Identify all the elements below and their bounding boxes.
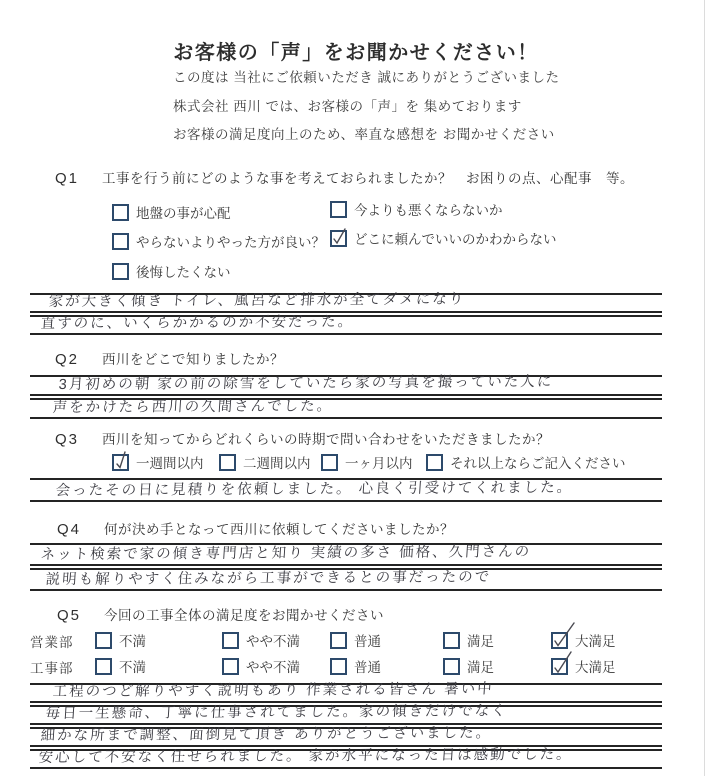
q5-const-option-1-label: 不満 [119, 660, 146, 675]
q2-number: Q2 [55, 351, 80, 368]
intro-text [173, 64, 560, 150]
q5-answer-area [30, 683, 662, 769]
q5-question: 今回の工事全体の満足度をお聞かせください [104, 608, 385, 623]
q5-const-option-3-label: 普通 [354, 660, 381, 675]
q2-header [55, 348, 284, 368]
q2-answer-area [30, 375, 662, 419]
q5-const-option-3-checkbox [330, 658, 347, 675]
q5-sales-option-3 [330, 630, 381, 650]
answer-row [30, 293, 662, 313]
handwritten-answer: ネット検索で家の傾き専門店と知り 実績の多さ 価格、久門さんの [40, 543, 532, 563]
q1-option-1-checkbox [112, 204, 129, 221]
q5-sales-option-1-label: 不満 [119, 634, 146, 649]
handwritten-answer: 声をかけたら西川の久間さんでした。 [52, 398, 334, 416]
handwritten-answer: 毎日一生懸命、丁寧に仕事されてました。家の傾きだけでなく [45, 703, 509, 722]
q4-number: Q4 [57, 521, 82, 538]
q3-option-3-checkbox [321, 454, 338, 471]
q1-option-4 [330, 228, 557, 248]
q5-const-option-4-label: 満足 [467, 660, 494, 675]
handwritten-answer: 安心して不安なく任せられました。 家が水平になった日は感動でした。 [38, 746, 574, 766]
q4-header [57, 518, 454, 538]
answer-row [30, 683, 662, 703]
q1-question: 工事を行う前にどのような事を考えておられましたか？ お困りの点、心配事 等。 [102, 171, 635, 186]
answer-row [30, 727, 662, 747]
q1-option-3 [112, 231, 325, 251]
q5-const-option-2-checkbox [222, 658, 239, 675]
q3-option-4-label: それ以上ならご記入ください [450, 456, 626, 471]
q5-sales-option-2-checkbox [222, 632, 239, 649]
q1-option-3-checkbox [112, 233, 129, 250]
q3-option-3 [321, 452, 413, 472]
q3-option-1-label: 一週間以内 [136, 456, 204, 471]
q5-sales-option-1-checkbox [95, 632, 112, 649]
q5-const-option-5-checkbox [551, 658, 568, 675]
q5-sales-option-2 [222, 630, 300, 650]
handwritten-answer: 直すのに、いくらかかるのか不安だった。 [40, 314, 355, 332]
q5-sales-option-1 [95, 630, 146, 650]
q5-const-option-1 [95, 656, 146, 676]
q5-const-option-5-label: 大満足 [575, 660, 616, 675]
q2-question: 西川をどこで知りましたか？ [102, 352, 285, 367]
q1-option-2-checkbox [330, 201, 347, 218]
q5-sales-option-3-label: 普通 [354, 634, 381, 649]
check-mark-icon [552, 659, 568, 675]
q1-option-1 [112, 202, 231, 222]
dept-label: 工事部 [30, 661, 74, 676]
q5-sales-option-5 [551, 630, 616, 650]
q5-sales-option-4 [443, 630, 494, 650]
q1-option-2 [330, 199, 503, 219]
q4-answer-area [30, 543, 662, 591]
check-mark-icon [113, 455, 129, 471]
q1-option-4-checkbox [330, 230, 347, 247]
q5-const-option-2 [222, 656, 300, 676]
q5-const-option-2-label: やや不満 [246, 660, 300, 675]
handwritten-answer: 家が大きく傾き トイレ、風呂など排水が全てダメになり [48, 291, 466, 310]
handwritten-answer: 細かな所まで調整、面倒見て頂き ありがとうございました。 [40, 725, 493, 744]
scan-edge [704, 0, 705, 776]
handwritten-answer: 3月初めの朝 家の前の除雪をしていたら家の写真を撮っていた人に [58, 373, 554, 393]
q5-sales-option-5-label: 大満足 [575, 634, 616, 649]
intro-line: この度は 当社にご依頼いただき 誠にありがとうございました [173, 70, 560, 85]
q5-const-option-4 [443, 656, 494, 676]
q3-question: 西川を知ってからどれくらいの時期で問い合わせをいただきましたか？ [102, 432, 551, 447]
q1-number: Q1 [55, 170, 80, 187]
q3-option-2-checkbox [219, 454, 236, 471]
answer-row [30, 746, 662, 769]
q1-answer-area [30, 293, 662, 335]
answer-row [30, 398, 662, 419]
answer-row [30, 315, 662, 335]
q5-number: Q5 [57, 607, 82, 624]
answer-row [30, 568, 662, 591]
answer-row [30, 543, 662, 566]
q5-rating-row-sales [30, 629, 680, 649]
answer-row [30, 375, 662, 396]
q5-const-option-3 [330, 656, 381, 676]
q1-option-2-label: 今よりも悪くならないか [354, 203, 503, 218]
q3-option-1 [112, 452, 204, 472]
q1-header [55, 167, 634, 187]
q3-option-1-checkbox [112, 454, 129, 471]
handwritten-answer: 説明も解りやすく住みながら工事ができるとの事だったので [45, 569, 492, 588]
q5-const-option-4-checkbox [443, 658, 460, 675]
q1-option-5-label: 後悔したくない [136, 265, 231, 280]
q1-option-1-label: 地盤の事が心配 [136, 206, 231, 221]
q4-question: 何が決め手となって西川に依頼してくださいましたか？ [104, 522, 455, 537]
q1-option-3-label: やらないよりやった方が良い？ [136, 235, 325, 250]
q5-rating-row-construction [30, 655, 680, 675]
q1-option-5-checkbox [112, 263, 129, 280]
answer-row [30, 705, 662, 725]
q5-sales-option-2-label: やや不満 [246, 634, 300, 649]
q5-sales-option-3-checkbox [330, 632, 347, 649]
q3-option-2-label: 二週間以内 [243, 456, 311, 471]
handwritten-answer: 会ったその日に見積りを依頼しました。 心良く引受けてくれました。 [55, 479, 574, 499]
q5-sales-option-4-label: 満足 [467, 634, 494, 649]
q1-option-4-label: どこに頼んでいいのかわからない [354, 232, 557, 247]
handwritten-answer: 工程のつど解りやすく説明もあり 作業される皆さん 暑い中 [52, 681, 495, 700]
q1-option-5 [112, 261, 231, 281]
q3-option-4 [426, 452, 626, 472]
check-mark-icon [331, 231, 347, 247]
q5-header [57, 604, 384, 624]
q5-sales-option-4-checkbox [443, 632, 460, 649]
check-mark-icon [552, 633, 568, 649]
intro-line: お客様の満足度向上のため、率直な感想を お聞かせください [173, 127, 555, 142]
q3-number: Q3 [55, 431, 80, 448]
q3-header [55, 428, 550, 448]
q5-sales-option-5-checkbox [551, 632, 568, 649]
q3-option-3-label: 一ヶ月以内 [345, 456, 413, 471]
answer-row [30, 478, 662, 502]
intro-line: 株式会社 西川 では、お客様の「声」を 集めております [173, 98, 522, 114]
q3-option-4-checkbox [426, 454, 443, 471]
q3-option-2 [219, 452, 311, 472]
q5-const-option-1-checkbox [95, 658, 112, 675]
q5-const-option-5 [551, 656, 616, 676]
page-title: お客様の「声」をお聞かせください！ [173, 42, 539, 64]
q3-answer-area [30, 478, 662, 502]
dept-label: 営業部 [30, 635, 74, 650]
